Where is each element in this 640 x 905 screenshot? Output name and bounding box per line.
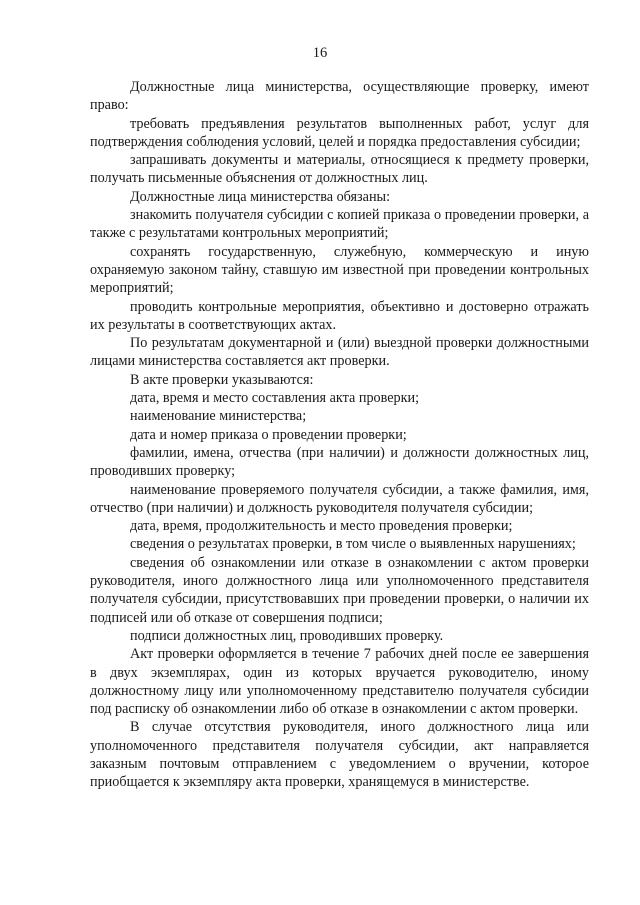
paragraph-act-preparation: Акт проверки оформляется в течение 7 рабочих дней после ее завершения в двух экземплярах, один из которых вручается руководителю, иному должностному лицу или уполномоченному представителю получателя субсидии под расписку об ознакомлении либо об отказе в ознакомлении с актом проверки. [90, 646, 589, 718]
paragraph-inspectors-duties: Должностные лица министерства обязаны: [130, 188, 391, 205]
list-item-signatures: подписи должностных лиц, проводивших проверку. [130, 627, 444, 644]
list-item-results: сведения о результатах проверки, в том числе о выявленных нарушениях; [130, 536, 576, 553]
paragraph-act-contents-heading: В акте проверки указываются: [130, 371, 314, 388]
paragraph-act-mailing: В случае отсутствия руководителя, иного должностного лица или уполномоченного представителя получателя субсидии, акт направляется заказным почтовым отправлением с уведомлением о вручении, которое приобщается к экземпляру акта проверки, хранящемуся в министерстве. [90, 719, 589, 791]
page-number: 16 [312, 45, 328, 61]
paragraph-keep-secret: сохранять государственную, служебную, коммерческую и иную охраняемую законом тайну, ставшую им известной при проведении контрольных мероприятий; [90, 243, 589, 297]
paragraph-inspection-act: По результатам документарной и (или) выездной проверки должностными лицами министерства составляется акт проверки. [90, 335, 589, 370]
paragraph-conduct-inspections: проводить контрольные мероприятия, объективно и достоверно отражать их результаты в соответствующих актах. [90, 298, 589, 333]
list-item-duration: дата, время, продолжительность и место проведения проверки; [130, 518, 513, 535]
paragraph-request-documents: запрашивать документы и материалы, относящиеся к предмету проверки, получать письменные объяснения от должностных лиц. [90, 152, 589, 187]
list-item-order-number: дата и номер приказа о проведении проверки; [130, 426, 407, 443]
list-item-inspector-names: фамилии, имена, отчества (при наличии) и должности должностных лиц, проводивших проверку; [90, 444, 589, 480]
document-body [90, 78, 589, 792]
list-item-recipient-name: наименование проверяемого получателя субсидии, а также фамилия, имя, отчество (при наличии) и должность руководителя получателя субсидии; [90, 481, 589, 516]
paragraph-inform-recipient: знакомить получателя субсидии с копией приказа о проведении проверки, а также с результатами контрольных мероприятий; [90, 207, 589, 242]
paragraph-inspectors-rights: Должностные лица министерства, осуществляющие проверку, имеют право: [90, 79, 589, 114]
list-item-acknowledgement: сведения об ознакомлении или отказе в ознакомлении с актом проверки руководителя, иного должностного лица или уполномоченного представителя получателя субсидии, присутствовавших при проведении проверки, о наличии их подписей или об отказе от совершения подписи; [90, 554, 589, 626]
list-item-date-place: дата, время и место составления акта проверки; [130, 390, 420, 407]
paragraph-demand-results: требовать предъявления результатов выполненных работ, услуг для подтверждения соблюдения условий, целей и порядка предоставления субсидии; [90, 115, 589, 150]
list-item-ministry-name: наименование министерства; [130, 408, 307, 425]
